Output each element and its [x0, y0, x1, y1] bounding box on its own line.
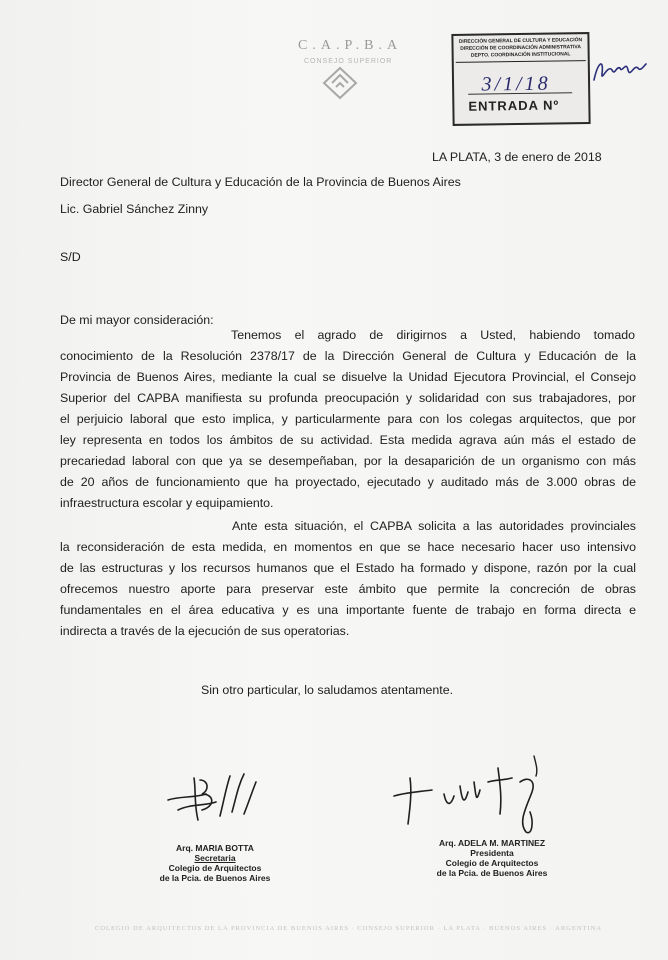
paragraph-1-line: el perjuicio laboral que esto implica, y particularmente para con los colegas arquitectos, que por	[60, 412, 636, 426]
paragraph-2-line: la reconsideración de esta medida, en momentos en que se hace necesario hacer uso intensivo	[60, 540, 636, 554]
recipient-name: Lic. Gabriel Sánchez Zinny	[60, 202, 209, 216]
paragraph-1-line: Provincia de Buenos Aires, mediante la cual se disuelve la Unidad Ejecutora Provincial, el Consejo	[60, 370, 636, 384]
paragraph-1-line: Superior del CAPBA manifiesta su profunda preocupación y solidaridad con sus trabajadores, por	[60, 391, 636, 405]
stamp-line-2: DIRECCIÓN DE COORDINACIÓN ADMINISTRATIVA	[460, 44, 581, 52]
signatory-block-martinez	[412, 838, 572, 878]
signatory-org: Colegio de Arquitectos	[168, 863, 262, 873]
place-date: LA PLATA, 3 de enero de 2018	[432, 150, 602, 164]
recipient-title: Director General de Cultura y Educación de la Provincia de Buenos Aires	[60, 175, 461, 189]
stamp-initials-signature	[592, 52, 648, 88]
signatory-name: Arq. ADELA M. MARTINEZ	[438, 838, 546, 848]
paragraph-2-line: Ante esta situación, el CAPBA solicita a las autoridades provinciales	[232, 519, 636, 533]
stamp-line-3: DEPTO. COORDINACIÓN INSTITUCIONAL	[456, 51, 586, 63]
stamp-date: 3/1/18	[481, 72, 551, 96]
paragraph-1-line: conocimiento de la Resolución 2378/17 de la Dirección General de Cultura y Educación de la	[60, 349, 636, 363]
paragraph-1-line: infraestructura escolar y equipamiento.	[60, 496, 274, 510]
signature-maria-botta	[160, 770, 270, 830]
letterhead-subtitle: CONSEJO SUPERIOR	[304, 58, 393, 65]
paragraph-1-line: precariedad laboral con que ya se desempeñaban, por la desaparición de un organismo con más	[60, 454, 636, 468]
capba-logo-icon	[320, 66, 360, 100]
paragraph-2-line: ofrecemos nuestro aporte para preservar este ámbito que permite la concreción de obras	[60, 582, 636, 596]
paragraph-1-line: ley representa en todos los ámbitos de su actividad. Esta medida agrava aún más el estado de	[60, 433, 636, 447]
signatory-org: de la Pcia. de Buenos Aires	[159, 873, 271, 883]
letterhead-footer: COLEGIO DE ARQUITECTOS DE LA PROVINCIA DE BUENOS AIRES · CONSEJO SUPERIOR · LA PLATA · BUENOS AIRES · ARGENTINA	[95, 925, 603, 932]
reception-stamp	[451, 32, 590, 126]
signatory-org: de la Pcia. de Buenos Aires	[436, 868, 548, 878]
paragraph-2-line: indirecta a través de la ejecución de sus operatorias.	[60, 624, 350, 638]
paragraph-2-line: fundamentales en el área educativa y es una importante fuente de trabajo en forma directa e	[60, 603, 636, 617]
signatory-role: Presidenta	[470, 848, 514, 858]
signatory-org: Colegio de Arquitectos	[445, 858, 539, 868]
salutation: De mi mayor consideración:	[60, 313, 214, 327]
stamp-entry-label: ENTRADA Nº	[468, 97, 560, 114]
signatory-block-botta	[140, 843, 290, 883]
paragraph-1-line: de 20 años de funcionamiento que ha proyectado, ejecutado y auditado más de 3.000 obras de	[60, 475, 636, 489]
signatory-name: Arq. MARIA BOTTA	[176, 843, 254, 853]
closing-line: Sin otro particular, lo saludamos atentamente.	[201, 683, 454, 697]
paragraph-1-line: Tenemos el agrado de dirigirnos a Usted, habiendo tomado	[231, 328, 635, 342]
letterhead-org: C.A.P.B.A	[298, 38, 403, 53]
signatory-role: Secretaria	[194, 853, 236, 863]
sd-abbreviation: S/D	[60, 250, 81, 264]
paragraph-2-line: de las estructuras y los recursos humanos que el Estado ha formado y dispone, razón por la cual	[60, 561, 636, 575]
stamp-line-1: DIRECCIÓN GENERAL DE CULTURA Y EDUCACIÓN	[458, 37, 583, 45]
signature-adela-martinez	[388, 752, 558, 842]
